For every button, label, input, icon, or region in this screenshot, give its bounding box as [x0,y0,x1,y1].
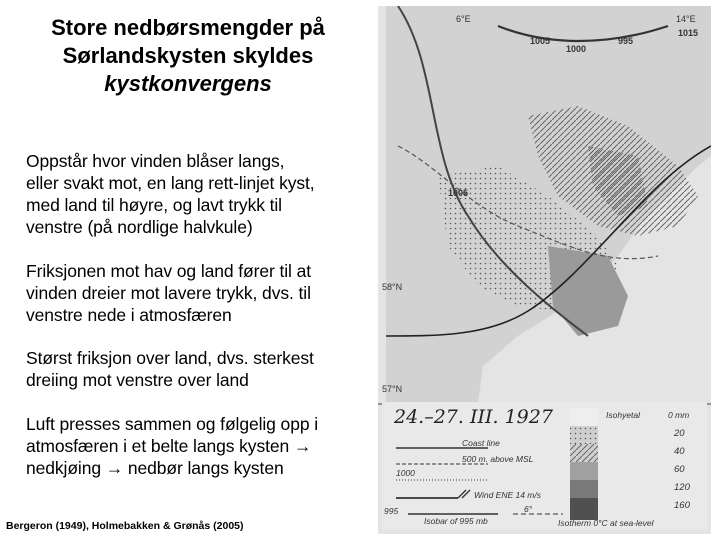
title-line-3: kystkonvergens [104,71,272,96]
label-lat57: 57°N [382,384,403,394]
label-lon6: 6°E [456,14,471,24]
label-p1000: 1000 [566,44,587,54]
legend-height: 500 m. above MSL [462,454,534,464]
legend-isohyetal: Isohyetal [606,410,641,420]
legend-temp6: 6° [524,504,533,514]
legend-p1000: 1000 [396,468,415,478]
bullet-3: Størst friksjon over land, dvs. sterkest dreiing mot venstre over land [26,348,314,390]
title-line-2: Sørlandskysten skyldes [62,43,314,68]
label-p1005: 1005 [530,36,551,46]
map-drawing [378,6,711,534]
label-p1015: 1015 [678,28,699,38]
legend-date: 24.–27. III. 1927 [394,406,553,428]
legend-value-160: 160 [674,500,690,511]
legend-value-60: 60 [674,464,685,475]
bullet-2: Friksjonen mot hav og land fører til at vinden dreier mot lavere trykk, dvs. til venstre nede i atmosfæren [26,261,311,325]
legend-isotherm: Isotherm 0°C at sea-level [558,518,654,528]
label-lat58: 58°N [382,282,403,292]
legend-value-120: 120 [674,482,690,493]
precipitation-map [378,6,711,534]
bullet-list [26,150,371,501]
slide-title [8,14,368,98]
legend-zero-mm: 0 mm [668,410,690,420]
label-p995: 995 [618,36,634,46]
title-line-1: Store nedbørsmengder på [51,15,325,40]
legend-coast-line: Coast line [462,438,500,448]
legend-value-20: 20 [674,428,685,439]
legend-isobar: Isobar of 995 mb [424,516,488,526]
legend-value-40: 40 [674,446,685,457]
bullet-1: Oppstår hvor vinden blåser langs, eller svakt mot, en lang rett-linjet kyst, med land til høyre, og lavt trykk til venstre (på nordlige halvkule) [26,151,315,237]
legend-p995: 995 [384,506,399,516]
citation: Bergeron (1949), Holmebakken & Grønås (2005) [6,520,244,532]
legend-wind: Wind ENE 14 m/s [474,490,541,500]
label-p1005b: 1005 [448,188,469,198]
bullet-4: Luft presses sammen og følgelig opp i atmosfæren i et belte langs kysten → nedkjøing → nedbør langs kysten [26,414,319,478]
label-lon14: 14°E [676,14,696,24]
